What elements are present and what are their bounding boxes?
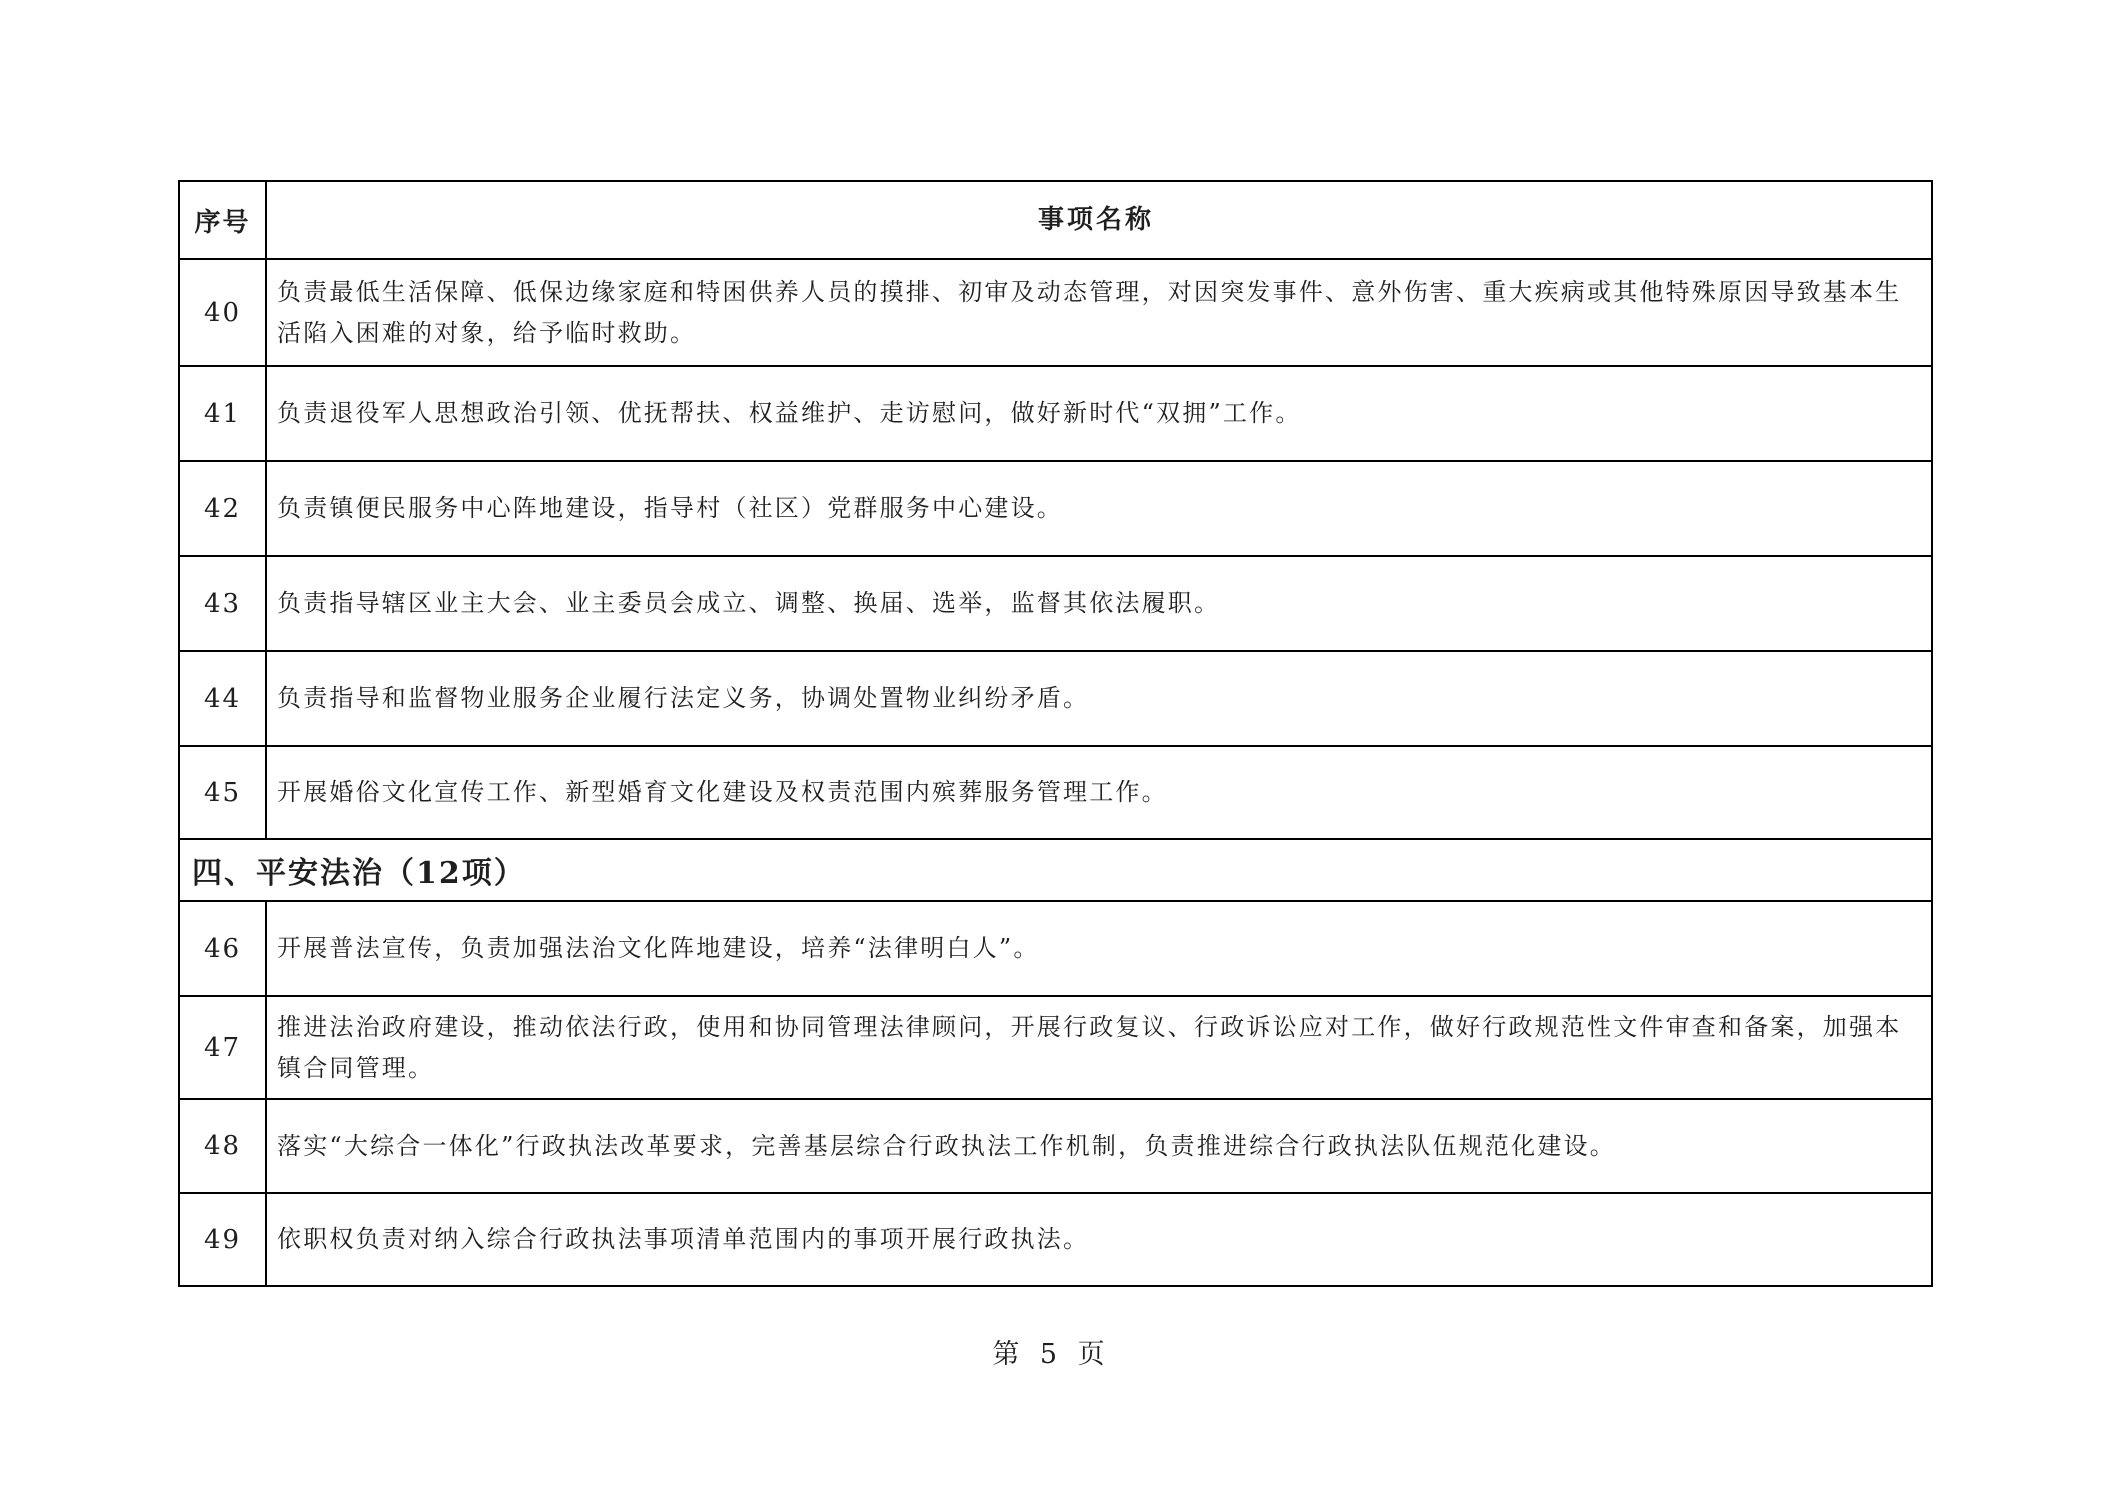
row-item-text: 负责最低生活保障、低保边缘家庭和特困供养人员的摸排、初审及动态管理，对因突发事件、意外伤害、重大疾病或其他特殊原因导致基本生活陷入困难的对象，给予临时救助。 — [277, 277, 1902, 347]
column-header-no: 序号 — [180, 182, 267, 258]
row-item-text: 负责退役军人思想政治引领、优抚帮扶、权益维护、走访慰问，做好新时代“双拥”工作。 — [277, 399, 1302, 428]
row-number: 49 — [180, 1194, 267, 1285]
table-header-row — [180, 182, 1931, 260]
row-number: 46 — [180, 902, 267, 995]
column-header-name: 事项名称 — [1037, 204, 1154, 235]
row-item-text: 依职权负责对纳入综合行政执法事项清单范围内的事项开展行政执法。 — [277, 1225, 1090, 1254]
row-item-text: 推进法治政府建设，推动依法行政，使用和协同管理法律顾问，开展行政复议、行政诉讼应对工作，做好行政规范性文件审查和备案，加强本镇合同管理。 — [277, 1012, 1902, 1082]
section-header-row — [180, 840, 1931, 902]
table-row — [180, 557, 1931, 652]
row-item-text: 负责镇便民服务中心阵地建设，指导村（社区）党群服务中心建设。 — [277, 494, 1063, 523]
row-number: 42 — [180, 462, 267, 555]
row-number: 43 — [180, 557, 267, 650]
row-item-text: 开展普法宣传，负责加强法治文化阵地建设，培养“法律明白人”。 — [277, 934, 1040, 963]
table-row — [180, 902, 1931, 997]
table-row — [180, 462, 1931, 557]
row-number: 40 — [180, 260, 267, 365]
section-title: 四、平安法治（12项） — [192, 856, 526, 891]
table-row — [180, 1100, 1931, 1194]
row-item-text: 开展婚俗文化宣传工作、新型婚育文化建设及权责范围内殡葬服务管理工作。 — [277, 778, 1168, 807]
table-row — [180, 1194, 1931, 1285]
row-number: 48 — [180, 1100, 267, 1192]
row-item-text: 落实“大综合一体化”行政执法改革要求，完善基层综合行政执法工作机制，负责推进综合行政执法队伍规范化建设。 — [277, 1131, 1616, 1160]
table-row — [180, 652, 1931, 747]
row-number: 47 — [180, 997, 267, 1098]
row-number: 44 — [180, 652, 267, 745]
table-row — [180, 747, 1931, 840]
items-table — [178, 180, 1933, 1287]
row-number: 45 — [180, 747, 267, 838]
row-item-text: 负责指导和监督物业服务企业履行法定义务，协调处置物业纠纷矛盾。 — [277, 684, 1090, 713]
row-item-text: 负责指导辖区业主大会、业主委员会成立、调整、换届、选举，监督其依法履职。 — [277, 589, 1221, 618]
table-row — [180, 260, 1931, 367]
row-number: 41 — [180, 367, 267, 460]
table-row — [180, 997, 1931, 1100]
page-number: 第 5 页 — [992, 1339, 1111, 1370]
table-row — [180, 367, 1931, 462]
